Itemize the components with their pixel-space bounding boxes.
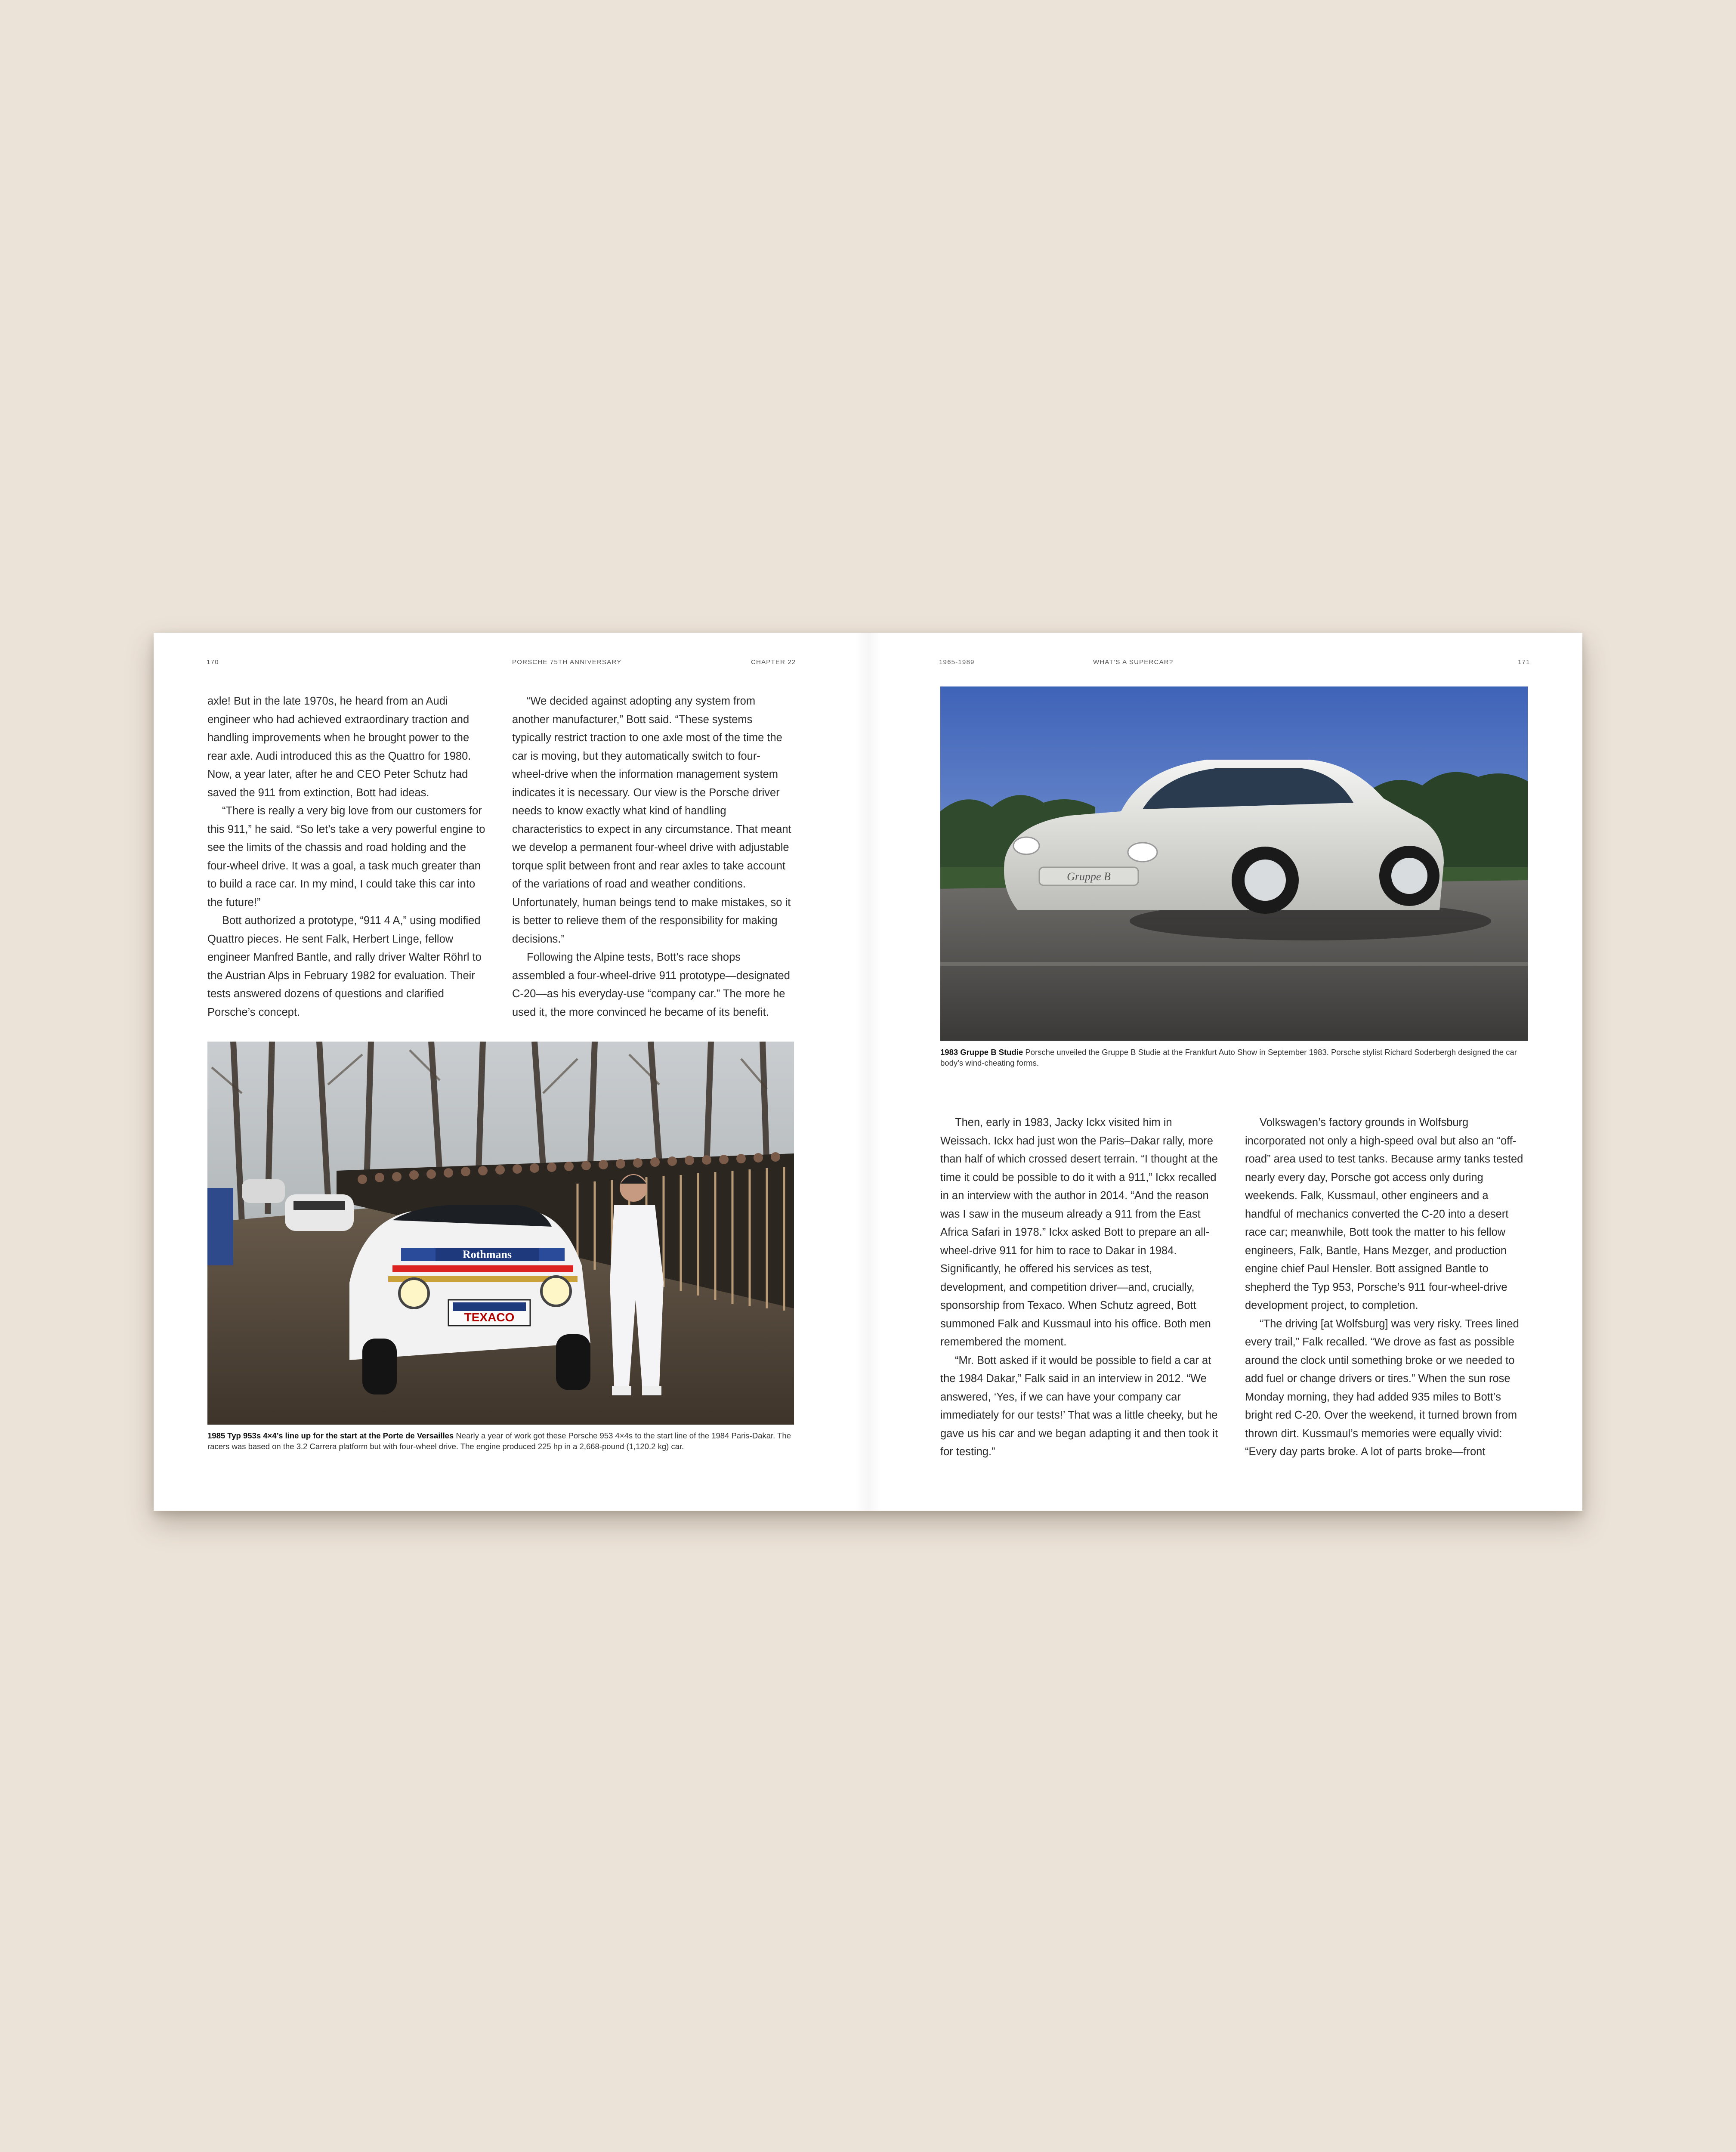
caption-title: 1985 Typ 953s 4×4’s line up for the start at the Porte de Versailles	[207, 1431, 454, 1440]
left-chapter-label: CHAPTER 22	[751, 659, 796, 666]
paragraph: “We decided against adopting any system from another manufacturer,” Bott said. “These systems typically restrict traction to one axle most of the time the car is moving, but they automatically switch to four-wheel-drive when the information management system indicates it is necessary. Our view is the Porsche driver needs to know exactly what kind of handling characteristics to expect in any circumstance. That meant we develop a permanent four-wheel drive with adjustable torque split between front and rear axles to take account of the variations of road and weather conditions. Unfortunately, human beings tend to make mistakes, so it is better to relieve them of the responsibility for making decisions.”	[512, 695, 791, 945]
right-text-column-2	[1245, 1113, 1525, 1461]
right-text-column-1	[940, 1113, 1220, 1461]
rally-photo	[207, 1042, 794, 1425]
paragraph: “There is really a very big love from our customers for this 911,” he said. “So let’s take a very powerful engine to see the limits of the chassis and road holding and the four-wheel drive. It was a goal, a task much greater than to build a race car. In my mind, I could take this car into the future!”	[207, 805, 485, 909]
paragraph: “Mr. Bott asked if it would be possible to field a car at the 1984 Dakar,” Falk said in an interview in 2012. “We answered, ‘Yes, if we can have your company car immediately for our tests!’ That was a little cheeky, but he gave us his car and we began adapting it and then took it for testing.”	[940, 1354, 1218, 1458]
right-page-number: 171	[1518, 659, 1530, 666]
paragraph: axle! But in the late 1970s, he heard from an Audi engineer who had achieved extraordinary traction and handling improvements when he brought power to the rear axle. Audi introduced this as the Quattro for 1980. Now, a year later, after he and CEO Peter Schutz had saved the 911 from extinction, Bott had ideas.	[207, 695, 471, 799]
gruppe-b-photo-caption	[940, 1047, 1530, 1068]
book-gutter	[855, 633, 881, 1511]
car-livery-text: Rothmans	[462, 1248, 512, 1261]
paragraph: “The driving [at Wolfsburg] was very risky. Trees lined every trail,” Falk recalled. “We drove as fast as possible around the clock until something broke or we needed to add fuel or change drivers or tires.” When the sun rose Monday morning, they had added 935 miles to Bott’s bright red C-20. Over the weekend, it turned brown from thrown dirt. Kussmaul’s memories were equally vivid: “Every day parts broke. A lot of parts broke—front	[1245, 1317, 1519, 1458]
left-page-number: 170	[207, 659, 219, 666]
book-spread	[154, 633, 1582, 1511]
left-text-column-2	[512, 692, 792, 1021]
caption-title: 1983 Gruppe B Studie	[940, 1048, 1023, 1057]
left-running-title: PORSCHE 75TH ANNIVERSARY	[512, 659, 622, 666]
paragraph: Volkswagen’s factory grounds in Wolfsburg incorporated not only a high-speed oval but also an “off-road” area used to test tanks. Because army tanks tested nearly every day, Porsche got access only during weekends. Falk, Kussmaul, other engineers and a handful of mechanics converted the C-20 into a desert race car; meanwhile, Bott took the matter to his fellow engineers, Falk, Bantle, Hans Mezger, and production engine chief Paul Hensler. Bott assigned Bantle to shepherd the Typ 953, Porsche’s 911 four-wheel-drive development project, to completion.	[1245, 1116, 1523, 1311]
paragraph: Then, early in 1983, Jacky Ickx visited him in Weissach. Ickx had just won the Paris–Dakar rally, more than half of which crossed desert terrain. “I thought at the time it could be possible to do it with a 911,” Ickx recalled in an interview with the author in 2014. “And the reason was I saw in the museum already a 911 from the East Africa Safari in 1978.” Ickx asked Bott to prepare an all-wheel-drive 911 for him to race to Dakar in 1984. Significantly, he offered his services as test, development, and competition driver—and, crucially, sponsorship from Texaco. When Schutz agreed, Bott summoned Falk and Kussmaul into his office. Both men remembered the moment.	[940, 1116, 1218, 1348]
caption-text: Porsche unveiled the Gruppe B Studie at the Frankfurt Auto Show in September 1983. Porsche stylist Richard Soderbergh designed the car body’s wind-cheating forms.	[940, 1048, 1517, 1067]
right-era-label: 1965-1989	[939, 659, 975, 666]
gruppe-b-photo	[940, 686, 1528, 1041]
plate-text: Gruppe B	[1067, 870, 1111, 883]
caption-text: Nearly a year of work got these Porsche 953 4×4s to the start line of the 1984 Paris-Dakar. The racers was based on the 3.2 Carrera platform but with four-wheel drive. The engine produced 225 hp in a 2,668-pound (1,120.2 kg) car.	[207, 1431, 791, 1451]
left-text-column-1	[207, 692, 487, 1021]
rally-photo-caption	[207, 1430, 797, 1452]
paragraph: Bott authorized a prototype, “911 4 A,” using modified Quattro pieces. He sent Falk, Herbert Linge, fellow engineer Manfred Bantle, and rally driver Walter Röhrl to the Austrian Alps in February 1982 for evaluation. Their tests answered dozens of questions and clarified Porsche’s concept.	[207, 915, 482, 1018]
car-sponsor-text: TEXACO	[464, 1311, 515, 1324]
right-section-title: WHAT’S A SUPERCAR?	[1093, 659, 1174, 666]
paragraph: Following the Alpine tests, Bott’s race shops assembled a four-wheel-drive 911 prototype—designated C-20—as his everyday-use “company car.” The more he used it, the more convinced he became of its benefit.	[512, 951, 790, 1018]
